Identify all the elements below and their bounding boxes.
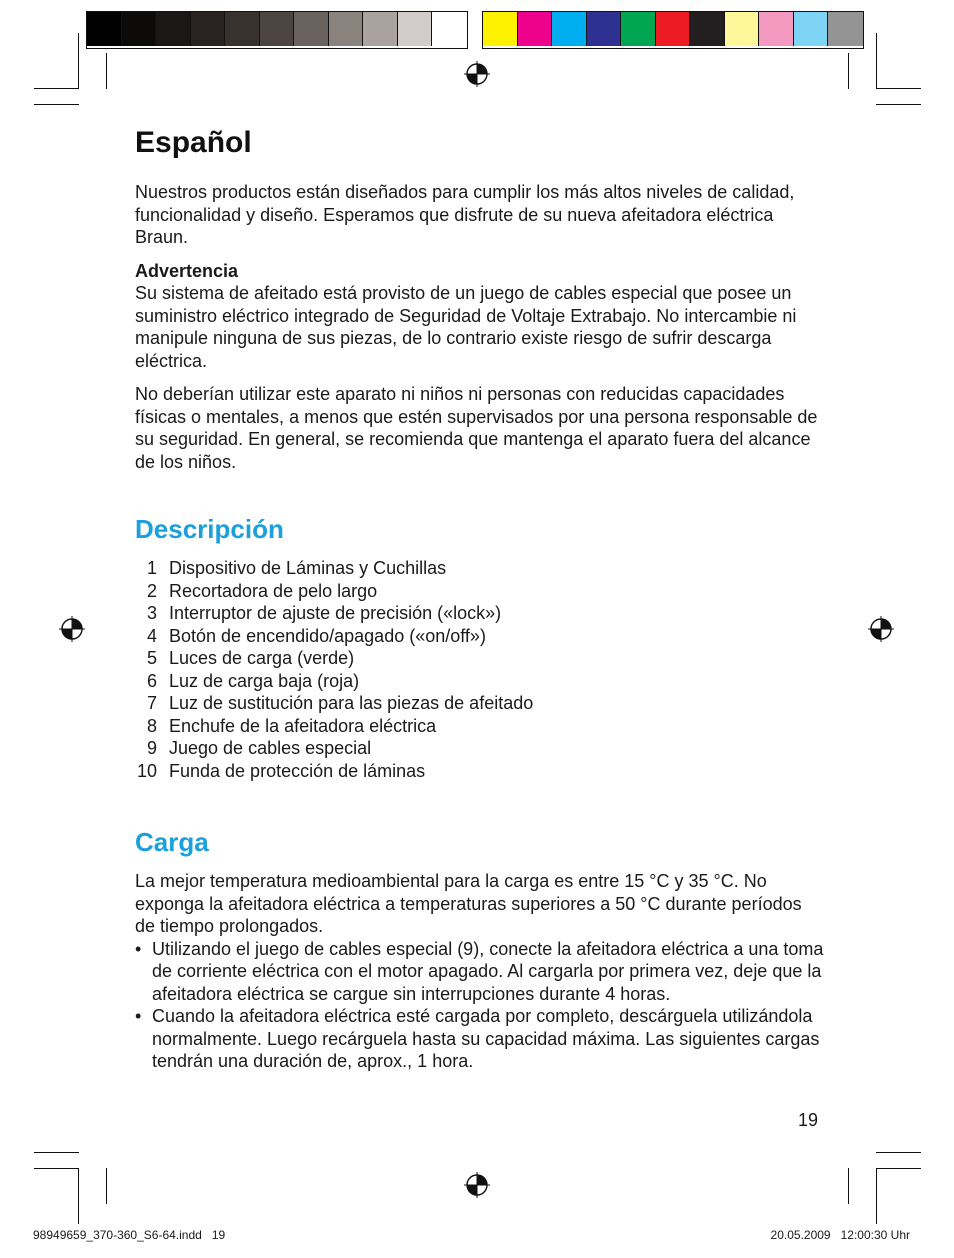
registration-mark-bottom [464, 1172, 490, 1198]
description-item [135, 715, 825, 738]
item-number: 9 [146, 738, 157, 758]
print-slug-file: 98949659_370-360_S6-64.indd 19 [33, 1228, 226, 1242]
bullet-icon: • [135, 1006, 142, 1026]
item-number: 7 [146, 693, 157, 713]
print-slug-date: 20.05.2009 12:00:30 Uhr [770, 1228, 910, 1242]
gray-swatch [87, 12, 122, 46]
item-text: Botón de encendido/apagado («on/off») [169, 625, 486, 646]
page-content [135, 125, 825, 1073]
charging-bullet [135, 938, 825, 1006]
charging-heading: Carga [135, 827, 209, 857]
charging-intro: La mejor temperatura medioambiental para la carga es entre 15 °C y 35 °C. No exponga la afeitadora eléctrica a temperaturas superiores a 50 °C durante períodos de tiempo prolongados. [135, 871, 802, 936]
color-swatch [690, 12, 725, 46]
grayscale-color-bar [86, 11, 468, 49]
item-number: 3 [146, 603, 157, 623]
gray-swatch [191, 12, 226, 46]
item-text: Luces de carga (verde) [169, 648, 355, 668]
item-text: Juego de cables especial [169, 738, 372, 758]
item-number: 1 [146, 558, 157, 578]
item-text: Luz de sustitución para las piezas de afeitado [169, 693, 534, 713]
description-item [135, 580, 825, 603]
item-number: 4 [146, 625, 157, 646]
color-swatch [483, 12, 518, 46]
item-number: 10 [136, 760, 157, 781]
gray-swatch [260, 12, 295, 46]
item-text: Luz de carga baja (roja) [169, 670, 360, 691]
process-color-bar [482, 11, 864, 49]
item-text: Dispositivo de Láminas y Cuchillas [169, 558, 447, 578]
color-swatch [621, 12, 656, 46]
color-swatch [725, 12, 760, 46]
description-list [135, 557, 825, 782]
item-text: Interruptor de ajuste de precisión («lock») [169, 603, 502, 623]
description-heading: Descripción [135, 514, 284, 544]
item-number: 8 [146, 715, 157, 736]
gray-swatch [398, 12, 433, 46]
description-item [135, 625, 825, 648]
item-number: 5 [146, 648, 157, 668]
charging-bullet-list [135, 938, 825, 1073]
color-swatch [518, 12, 553, 46]
description-item [135, 557, 825, 580]
description-item [135, 737, 825, 760]
color-swatch [552, 12, 587, 46]
color-swatch [794, 12, 829, 46]
description-item [135, 670, 825, 693]
intro-paragraph: Nuestros productos están diseñados para cumplir los más altos niveles de calidad, funcionalidad y diseño. Esperamos que disfrute de su nueva afeitadora eléctrica Braun. [135, 182, 795, 247]
bullet-text: Utilizando el juego de cables especial (9), conecte la afeitadora eléctrica a una toma de corriente eléctrica con el motor apagado. Al cargarla por primera vez, deje que la afeitadora eléctrica se cargue sin interrupciones durante 4 horas. [152, 938, 824, 1004]
gray-swatch [122, 12, 157, 46]
color-swatch [587, 12, 622, 46]
description-item [135, 602, 825, 625]
gray-swatch [225, 12, 260, 46]
charging-bullet [135, 1005, 825, 1073]
item-number: 6 [146, 670, 157, 691]
description-item [135, 692, 825, 715]
warning-block [135, 260, 825, 373]
page-number: 19 [798, 1110, 819, 1130]
color-swatch [656, 12, 691, 46]
gray-swatch [156, 12, 191, 46]
gray-swatch [432, 12, 467, 46]
description-item [135, 760, 825, 783]
page-title: Español [135, 126, 252, 159]
registration-mark-top [464, 61, 490, 87]
color-swatch [759, 12, 794, 46]
warning-title: Advertencia [135, 260, 239, 281]
registration-mark-left [59, 616, 85, 642]
item-text: Recortadora de pelo largo [169, 580, 378, 601]
safety-paragraph: No deberían utilizar este aparato ni niños ni personas con reducidas capacidades físicas o mentales, a menos que estén supervisados por una persona responsable de su seguridad. En general, se recomienda que mantenga el aparato fuera del alcance de los niños. [135, 384, 818, 472]
gray-swatch [329, 12, 364, 46]
bullet-icon: • [135, 938, 142, 959]
item-text: Funda de protección de láminas [169, 760, 426, 781]
item-number: 2 [146, 580, 157, 601]
description-item [135, 647, 825, 670]
item-text: Enchufe de la afeitadora eléctrica [169, 715, 437, 736]
warning-text: Su sistema de afeitado está provisto de un juego de cables especial que posee un suministro eléctrico integrado de Seguridad de Voltaje Extrabajo. No intercambie ni manipule ninguna de sus piezas, de lo contrario existe riesgo de sufrir descarga eléctrica. [135, 283, 797, 371]
gray-swatch [294, 12, 329, 46]
gray-swatch [363, 12, 398, 46]
bullet-text: Cuando la afeitadora eléctrica esté cargada por completo, descárguela utilizándola normalmente. Luego recárguela hasta su capacidad máxima. Las siguientes cargas tendrán una duración de, aprox., 1 hora. [152, 1006, 820, 1071]
color-swatch [828, 12, 863, 46]
registration-mark-right [868, 616, 894, 642]
